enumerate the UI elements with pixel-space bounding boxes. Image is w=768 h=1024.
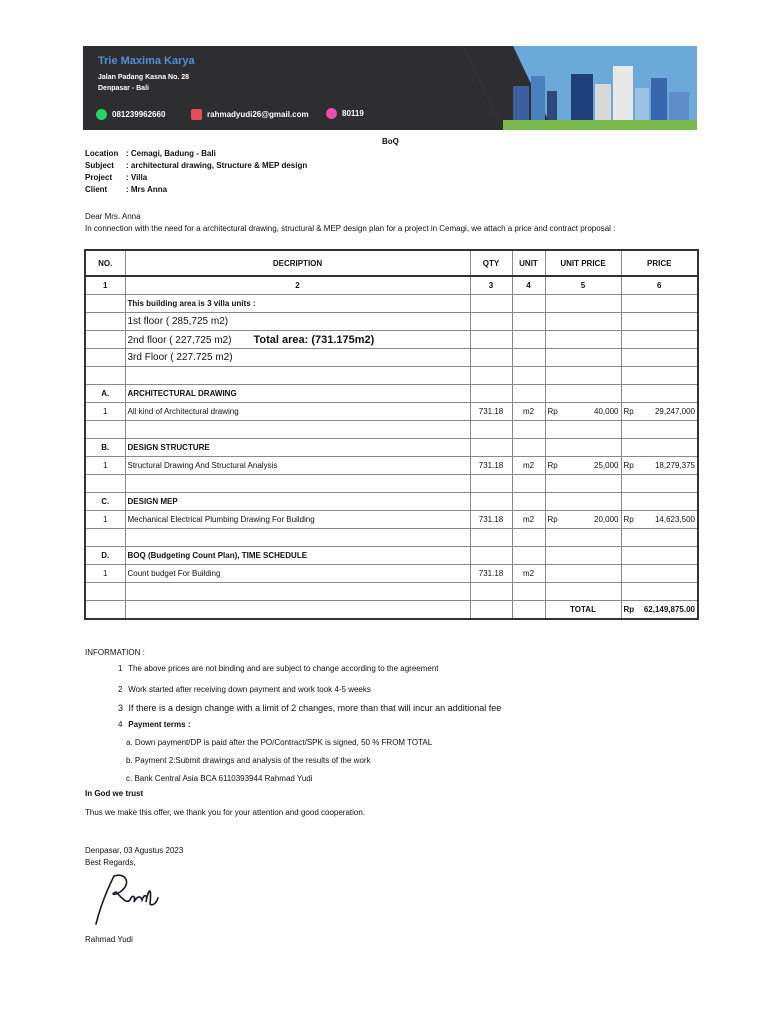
- table-row: [85, 313, 698, 331]
- item-qty: 731.18: [470, 511, 512, 529]
- meta-location-label: Location: [85, 149, 119, 158]
- item-qty: 731.18: [470, 565, 512, 583]
- item-unit-price: [545, 403, 621, 421]
- table-row: [85, 295, 698, 313]
- header-price: PRICE: [621, 250, 698, 276]
- area-heading: This building area is 3 villa units :: [125, 295, 470, 313]
- table-row: [85, 475, 698, 493]
- meta-client-label: Client: [85, 185, 108, 194]
- item-row: [85, 565, 698, 583]
- info-item: [118, 685, 371, 694]
- info-number: 2: [118, 685, 123, 694]
- col-number: 5: [545, 276, 621, 295]
- info-text: Payment terms :: [128, 720, 191, 729]
- info-text: If there is a design change with a limit of 2 changes, more than that will incur an additional fee: [128, 703, 502, 713]
- email-address: rahmadyudi26@gmail.com: [207, 110, 309, 119]
- section-title: DESIGN STRUCTURE: [125, 439, 470, 457]
- item-unit: m2: [512, 511, 545, 529]
- info-item: [118, 720, 190, 729]
- table-row: [85, 421, 698, 439]
- meta-project-value: : Villa: [126, 173, 148, 182]
- signer-name: Rahmad Yudi: [85, 935, 133, 944]
- col-number: 1: [85, 276, 125, 295]
- info-number: 1: [118, 664, 123, 673]
- letterhead-banner: [83, 46, 697, 130]
- item-unit: m2: [512, 565, 545, 583]
- postcode: 80119: [342, 109, 364, 118]
- table-row: [85, 583, 698, 601]
- section-letter: D.: [85, 547, 125, 565]
- item-description: Count budget For Building: [125, 565, 470, 583]
- col-number: 2: [125, 276, 470, 295]
- price-value: 18,279,375: [654, 461, 695, 470]
- item-no: 1: [85, 457, 125, 475]
- item-no: 1: [85, 403, 125, 421]
- total-area: Total area: (731.175m2): [253, 333, 375, 346]
- item-description: Structural Drawing And Structural Analysis: [125, 457, 470, 475]
- place-date: Denpasar, 03 Agustus 2023: [85, 846, 184, 855]
- document-title: BoQ: [382, 137, 399, 146]
- currency-label: Rp: [623, 605, 635, 614]
- item-description: Mechanical Electrical Plumbing Drawing For Building: [125, 511, 470, 529]
- col-number: 4: [512, 276, 545, 295]
- table-row: [85, 349, 698, 367]
- item-unit-price: [545, 457, 621, 475]
- unit-price-value: 25,000: [594, 461, 619, 470]
- info-number: 3: [118, 703, 124, 713]
- info-number: 4: [118, 720, 123, 729]
- currency-label: Rp: [623, 407, 634, 416]
- header-description: DECRIPTION: [125, 250, 470, 276]
- section-title: BOQ (Budgeting Count Plan), TIME SCHEDULE: [125, 547, 470, 565]
- currency-label: Rp: [623, 461, 634, 470]
- boq-table: [84, 249, 699, 620]
- price-value: 29,247,000: [654, 407, 695, 416]
- item-unit: m2: [512, 403, 545, 421]
- section-letter: B.: [85, 439, 125, 457]
- item-no: 1: [85, 511, 125, 529]
- section-row: [85, 385, 698, 403]
- column-number-row: [85, 276, 698, 295]
- currency-label: Rp: [547, 515, 558, 524]
- info-item: [118, 664, 439, 673]
- currency-label: Rp: [547, 461, 558, 470]
- floor-2-cell: [125, 331, 470, 349]
- section-letter: C.: [85, 493, 125, 511]
- information-title: INFORMATION :: [85, 648, 145, 657]
- total-label: TOTAL: [545, 601, 621, 620]
- item-qty: 731.18: [470, 457, 512, 475]
- info-text: Work started after receiving down payment and work took 4-5 weeks: [128, 685, 371, 694]
- item-row: [85, 511, 698, 529]
- intro-paragraph: In connection with the need for a architectural drawing, structural & MEP design plan for a project in Cemagi, we attach a price and contract proposal :: [85, 224, 616, 233]
- section-title: DESIGN MEP: [125, 493, 470, 511]
- total-value-cell: [621, 601, 698, 620]
- col-number: 6: [621, 276, 698, 295]
- trust-line: In God we trust: [85, 789, 144, 798]
- closing-paragraph: Thus we make this offer, we thank you for your attention and good cooperation.: [85, 808, 366, 817]
- meta-subject-label: Subject: [85, 161, 114, 170]
- greeting: Dear Mrs. Anna: [85, 212, 141, 221]
- item-price: [621, 511, 698, 529]
- meta-subject-value: : architectural drawing, Structure & MEP design: [126, 161, 308, 170]
- meta-project-label: Project: [85, 173, 113, 182]
- item-description: All kind of Architectural drawing: [125, 403, 470, 421]
- item-qty: 731.18: [470, 403, 512, 421]
- table-row: [85, 331, 698, 349]
- currency-label: Rp: [547, 407, 558, 416]
- unit-price-value: 20,000: [594, 515, 619, 524]
- item-price: [621, 457, 698, 475]
- item-row: [85, 403, 698, 421]
- floor-1: 1st floor ( 285,725 m2): [125, 313, 470, 331]
- floor-2: 2nd floor ( 227,725 m2): [127, 334, 232, 346]
- regards: Best Regards,: [85, 858, 136, 867]
- item-price: [621, 403, 698, 421]
- item-row: [85, 457, 698, 475]
- header-qty: QTY: [470, 250, 512, 276]
- meta-location-value: : Cemagi, Badung - Bali: [126, 149, 216, 158]
- phone-number: 081239962660: [112, 110, 166, 119]
- item-price: [621, 565, 698, 583]
- payment-term-b: b. Payment 2:Submit drawings and analysis of the results of the work: [126, 756, 371, 765]
- header-no: NO.: [85, 250, 125, 276]
- item-unit-price: [545, 565, 621, 583]
- item-unit: m2: [512, 457, 545, 475]
- table-header-row: [85, 250, 698, 276]
- meta-client-value: : Mrs Anna: [126, 185, 168, 194]
- total-row: [85, 601, 698, 620]
- info-item: [118, 703, 501, 713]
- company-address-line1: Jalan Padang Kasna No. 28: [98, 74, 190, 81]
- total-value: 62,149,875.00: [643, 605, 695, 614]
- section-row: [85, 547, 698, 565]
- item-no: 1: [85, 565, 125, 583]
- company-name: Trie Maxima Karya: [98, 55, 195, 67]
- header-unit-price: UNIT PRICE: [545, 250, 621, 276]
- price-value: 14,623,500: [654, 515, 695, 524]
- company-address-line2: Denpasar - Bali: [98, 85, 149, 92]
- info-text: The above prices are not binding and are subject to change according to the agreement: [128, 664, 439, 673]
- table-row: [85, 367, 698, 385]
- floor-3: 3rd Floor ( 227.725 m2): [125, 349, 470, 367]
- section-letter: A.: [85, 385, 125, 403]
- section-title: ARCHITECTURAL DRAWING: [125, 385, 470, 403]
- col-number: 3: [470, 276, 512, 295]
- table-row: [85, 529, 698, 547]
- payment-term-c: c. Bank Central Asia BCA 6110393944 Rahmad Yudi: [126, 774, 313, 783]
- currency-label: Rp: [623, 515, 634, 524]
- section-row: [85, 493, 698, 511]
- section-row: [85, 439, 698, 457]
- payment-term-a: a. Down payment/DP is paid after the PO/Contract/SPK is signed, 50 % FROM TOTAL: [126, 738, 433, 747]
- handwritten-signature: [92, 870, 162, 928]
- header-unit: UNIT: [512, 250, 545, 276]
- city-skyline-illustration: [83, 46, 697, 130]
- unit-price-value: 40,000: [594, 407, 619, 416]
- item-unit-price: [545, 511, 621, 529]
